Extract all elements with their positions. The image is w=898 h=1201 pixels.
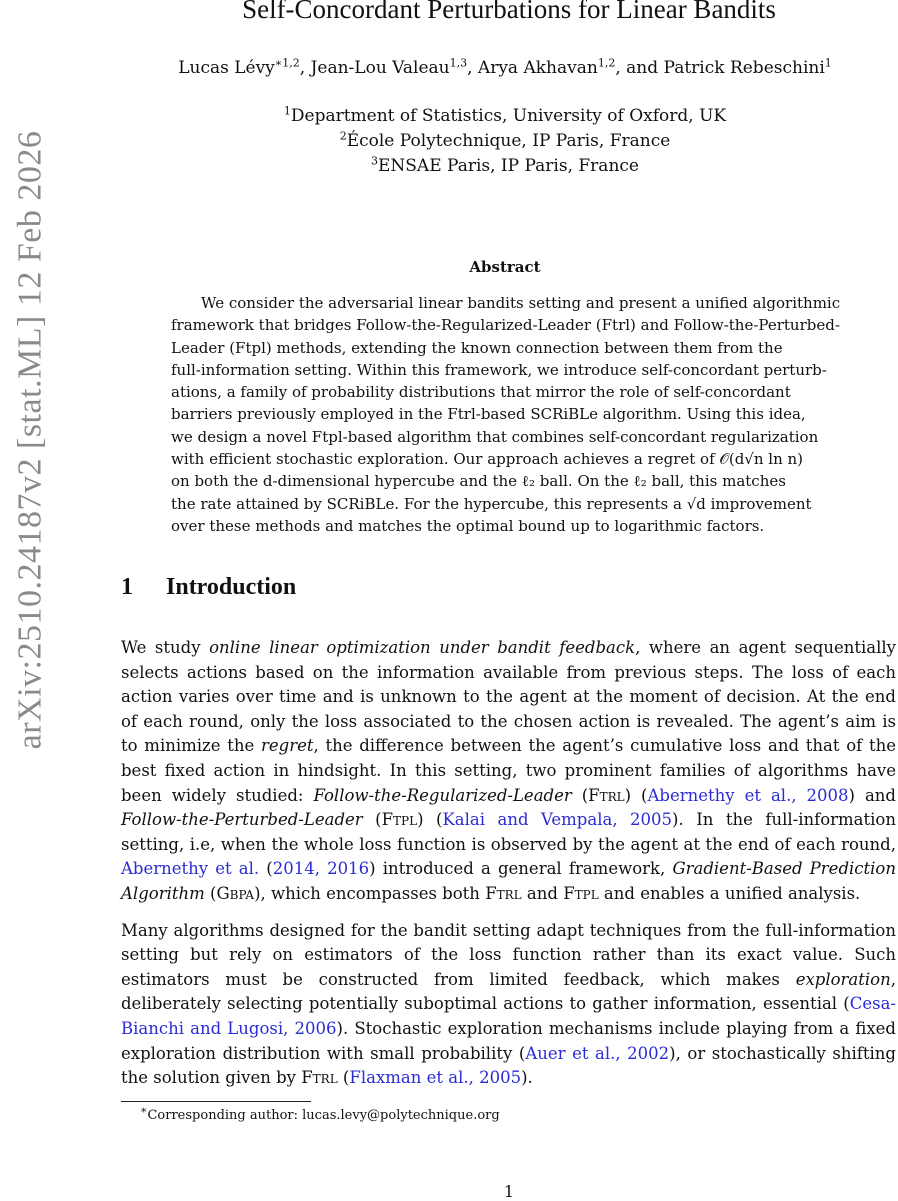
text-run: ) (	[624, 785, 648, 805]
abstract-line: with efficient stochastic exploration. Our approach achieves a regret of 𝒪(d√n ln n)	[171, 450, 804, 469]
arxiv-stamp-text: arXiv:2510.24187v2 [stat.ML] 12 Feb 2026	[11, 130, 48, 750]
affiliation-item	[130, 154, 880, 179]
abstract-line: barriers previously employed in the Ftrl-based SCRiBLe algorithm. Using this idea,	[171, 405, 806, 424]
paragraph	[121, 636, 896, 907]
footnote	[140, 1103, 500, 1123]
author-name: Lucas Lévy	[178, 58, 275, 78]
footnote-divider	[121, 1101, 311, 1102]
body-text	[121, 636, 896, 1103]
author-name: Patrick Rebeschini	[663, 58, 825, 78]
text-run: , where an agent sequentially selects actions based on the information available from previous steps. The loss of each action varies over time and is unknown to the agent at the moment of decision. At the end of each round, only the loss associated to the chosen action is revealed. The agent’s aim is to minimize the	[121, 638, 896, 756]
citation-link[interactable]: Abernethy et al., 2008	[647, 785, 849, 805]
text-run: ).	[521, 1068, 533, 1088]
author-separator: ,	[467, 58, 478, 78]
emphasis: exploration	[795, 969, 891, 989]
abstract-line: Leader (Ftpl) methods, extending the known connection between them from the	[171, 338, 783, 357]
author-name: Arya Akhavan	[477, 58, 598, 78]
abstract-line: over these methods and matches the optimal bound up to logarithmic factors.	[171, 516, 765, 535]
author-list	[130, 58, 880, 78]
paragraph	[121, 919, 896, 1091]
affiliation-list	[130, 104, 880, 179]
abstract-line: We consider the adversarial linear bandits setting and present a unified algorithmic	[201, 294, 841, 312]
citation-link[interactable]: Auer et al., 2002	[525, 1043, 670, 1063]
paper-title: Self-Concordant Perturbations for Linear Bandits	[242, 0, 776, 24]
footnote-mark: ∗	[140, 1103, 148, 1117]
text-run: and	[521, 883, 564, 903]
section-title: Introduction	[166, 574, 297, 600]
text-run: (	[204, 883, 217, 903]
abstract-heading: Abstract	[469, 258, 541, 276]
author-affiliation-mark: 1,2	[597, 56, 616, 70]
emphasis: regret	[260, 736, 314, 756]
author-affiliation-mark: 1,3	[449, 56, 468, 70]
text-run: (	[337, 1068, 350, 1088]
text-run: We study	[121, 638, 210, 657]
abstract-line: full-information setting. Within this framework, we introduce self-concordant perturb-	[171, 360, 827, 379]
text-run: , the difference between the agent’s cumulative loss and that of the best fixed action in hindsight. In this setting, two prominent families of algorithms have been widely studied:	[121, 736, 896, 805]
text-run: ), which encompasses both	[254, 883, 486, 903]
affiliation-text: ENSAE Paris, IP Paris, France	[378, 156, 639, 176]
emphasis: Follow-the-Regularized-Leader	[313, 785, 572, 805]
emphasis: Gradient-Based Prediction Algorithm	[121, 859, 896, 903]
abstract-line: ations, a family of probability distributions that mirror the role of self-concordant	[171, 383, 791, 402]
author-affiliation-mark: ∗1,2	[274, 56, 300, 70]
acronym: Ftpl	[563, 883, 599, 903]
text-run: and enables a unified analysis.	[598, 883, 861, 903]
affiliation-text: Department of Statistics, University of Oxford, UK	[290, 106, 727, 126]
citation-link[interactable]: Flaxman et al., 2005	[349, 1068, 522, 1088]
author-affiliation-mark: 1	[824, 56, 832, 70]
acronym: Ftrl	[301, 1068, 338, 1088]
abstract-body	[171, 292, 847, 537]
text-run: ) (	[417, 810, 443, 830]
acronym: Ftrl	[588, 785, 625, 805]
text-run: , deliberately selecting potentially suboptimal actions to gather information, essential (	[121, 969, 896, 1014]
emphasis: Follow-the-Perturbed-Leader	[121, 810, 363, 830]
abstract-line: the rate attained by SCRiBLe. For the hypercube, this represents a √d improvement	[171, 494, 812, 513]
section-number: 1	[121, 574, 133, 600]
abstract-line: framework that bridges Follow-the-Regularized-Leader (Ftrl) and Follow-the-Perturbed-	[171, 316, 840, 335]
arxiv-identifier-stamp	[0, 0, 60, 880]
affiliation-mark: 3	[371, 154, 378, 168]
abstract-line: we design a novel Ftpl-based algorithm that combines self-concordant regularization	[171, 427, 819, 446]
citation-link[interactable]: Cesa-Bianchi and Lugosi, 2006	[121, 994, 896, 1038]
author-separator: , and	[615, 58, 664, 78]
affiliation-mark: 2	[339, 129, 347, 143]
affiliation-item	[130, 129, 880, 154]
affiliation-mark: 1	[283, 104, 291, 118]
text-run: (	[571, 785, 589, 805]
citation-link[interactable]: Abernethy et al.	[121, 859, 260, 879]
text-run: ) introduced a general framework,	[369, 859, 673, 879]
page-number: 1	[503, 1182, 515, 1201]
acronym: Ftrl	[485, 883, 522, 903]
author-name: Jean-Lou Valeau	[310, 58, 450, 78]
text-run: ) and	[848, 785, 896, 805]
text-run: ). In the full-information setting, i.e, when the whole loss function is observed by the agent at the end of each round,	[121, 810, 896, 854]
abstract-line: on both the d-dimensional hypercube and the ℓ₂ ball. On the ℓ₂ ball, this matches	[171, 472, 786, 491]
author-separator: ,	[299, 58, 311, 78]
emphasis: online linear optimization under bandit feedback	[209, 638, 636, 657]
text-run: (	[259, 859, 273, 879]
citation-link[interactable]: Kalai and Vempala, 2005	[442, 810, 673, 830]
affiliation-item	[130, 104, 880, 129]
acronym: Gbpa	[216, 883, 255, 903]
acronym: Ftpl	[381, 810, 418, 830]
section-heading	[121, 574, 296, 601]
citation-link[interactable]: 2014, 2016	[272, 859, 370, 879]
affiliation-text: École Polytechnique, IP Paris, France	[346, 131, 671, 151]
text-run: ), or stochastically shifting the solution given by	[121, 1043, 896, 1088]
text-run: (	[362, 810, 382, 830]
text-run: Many algorithms designed for the bandit setting adapt techniques from the full-information setting but rely on estimators of the loss function rather than its exact value. Such estimators must be constructed from limited feedback, which makes	[121, 920, 896, 989]
footnote-text: Corresponding author: lucas.levy@polytechnique.org	[147, 1108, 500, 1123]
text-run: ). Stochastic exploration mechanisms include playing from a fixed exploration distribution with small probability (	[121, 1018, 896, 1063]
